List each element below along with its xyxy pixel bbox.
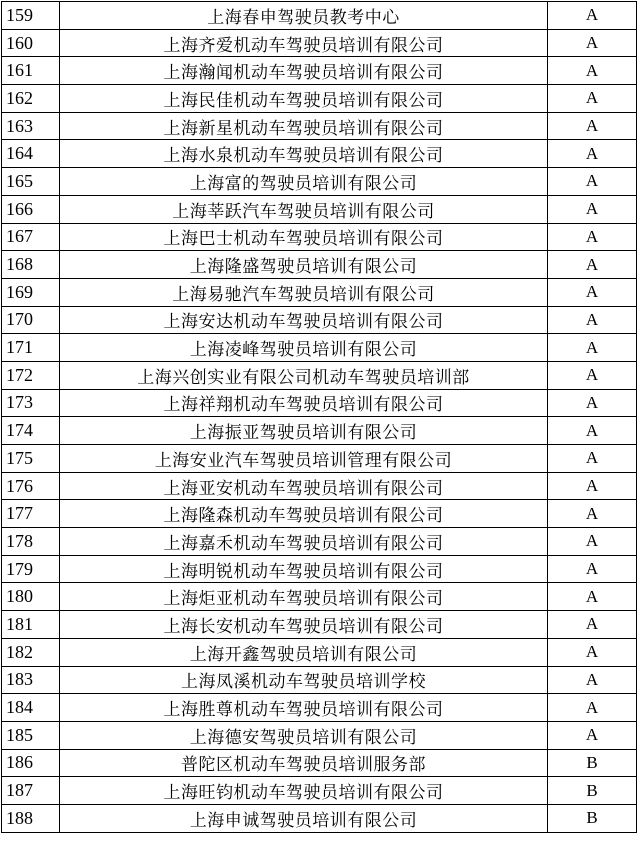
school-name-cell: 上海春申驾驶员教考中心 (60, 2, 548, 30)
row-number-cell: 167 (2, 223, 60, 251)
grade-cell: A (548, 583, 637, 611)
school-name-cell: 上海明锐机动车驾驶员培训有限公司 (60, 555, 548, 583)
school-name-cell: 上海胜尊机动车驾驶员培训有限公司 (60, 694, 548, 722)
grade-cell: A (548, 417, 637, 445)
school-name-cell: 上海振亚驾驶员培训有限公司 (60, 417, 548, 445)
row-number-cell: 184 (2, 694, 60, 722)
school-name-cell: 上海凌峰驾驶员培训有限公司 (60, 334, 548, 362)
table-row (2, 555, 637, 583)
grade-cell: A (548, 638, 637, 666)
row-number-cell: 187 (2, 777, 60, 805)
table-row (2, 777, 637, 805)
grade-cell: A (548, 85, 637, 113)
grade-cell: A (548, 251, 637, 279)
grade-cell: A (548, 472, 637, 500)
table-row (2, 638, 637, 666)
grade-cell: A (548, 361, 637, 389)
row-number-cell: 170 (2, 306, 60, 334)
grade-cell: A (548, 445, 637, 473)
grade-cell: A (548, 721, 637, 749)
row-number-cell: 188 (2, 804, 60, 832)
row-number-cell: 179 (2, 555, 60, 583)
table-row (2, 666, 637, 694)
table-row (2, 112, 637, 140)
school-name-cell: 上海德安驾驶员培训有限公司 (60, 721, 548, 749)
grade-cell: A (548, 29, 637, 57)
row-number-cell: 175 (2, 445, 60, 473)
grade-cell: A (548, 500, 637, 528)
school-name-cell: 上海旺钧机动车驾驶员培训有限公司 (60, 777, 548, 805)
table-row (2, 528, 637, 556)
school-name-cell: 上海易驰汽车驾驶员培训有限公司 (60, 278, 548, 306)
table-row (2, 2, 637, 30)
table-row (2, 749, 637, 777)
school-name-cell: 上海富的驾驶员培训有限公司 (60, 168, 548, 196)
table-row (2, 611, 637, 639)
driving-school-table (1, 1, 637, 833)
school-name-cell: 上海隆森机动车驾驶员培训有限公司 (60, 500, 548, 528)
school-name-cell: 上海巴士机动车驾驶员培训有限公司 (60, 223, 548, 251)
table-row (2, 29, 637, 57)
grade-cell: A (548, 389, 637, 417)
school-name-cell: 上海安达机动车驾驶员培训有限公司 (60, 306, 548, 334)
row-number-cell: 163 (2, 112, 60, 140)
table-row (2, 500, 637, 528)
table-row (2, 251, 637, 279)
table-row (2, 57, 637, 85)
row-number-cell: 174 (2, 417, 60, 445)
school-name-cell: 普陀区机动车驾驶员培训服务部 (60, 749, 548, 777)
grade-cell: A (548, 555, 637, 583)
row-number-cell: 176 (2, 472, 60, 500)
grade-cell: B (548, 777, 637, 805)
grade-cell: A (548, 223, 637, 251)
grade-cell: A (548, 2, 637, 30)
row-number-cell: 166 (2, 195, 60, 223)
school-name-cell: 上海水泉机动车驾驶员培训有限公司 (60, 140, 548, 168)
school-name-cell: 上海齐爱机动车驾驶员培训有限公司 (60, 29, 548, 57)
school-name-cell: 上海兴创实业有限公司机动车驾驶员培训部 (60, 361, 548, 389)
grade-cell: A (548, 278, 637, 306)
grade-cell: A (548, 334, 637, 362)
school-name-cell: 上海新星机动车驾驶员培训有限公司 (60, 112, 548, 140)
grade-cell: A (548, 195, 637, 223)
table-row (2, 417, 637, 445)
grade-cell: A (548, 140, 637, 168)
table-row (2, 223, 637, 251)
table-row (2, 140, 637, 168)
school-name-cell: 上海瀚闻机动车驾驶员培训有限公司 (60, 57, 548, 85)
grade-cell: A (548, 666, 637, 694)
school-name-cell: 上海莘跃汽车驾驶员培训有限公司 (60, 195, 548, 223)
grade-cell: A (548, 168, 637, 196)
row-number-cell: 172 (2, 361, 60, 389)
row-number-cell: 173 (2, 389, 60, 417)
table-row (2, 583, 637, 611)
table-row (2, 389, 637, 417)
table-row (2, 278, 637, 306)
table-row (2, 168, 637, 196)
row-number-cell: 161 (2, 57, 60, 85)
school-name-cell: 上海凤溪机动车驾驶员培训学校 (60, 666, 548, 694)
school-name-cell: 上海嘉禾机动车驾驶员培训有限公司 (60, 528, 548, 556)
row-number-cell: 159 (2, 2, 60, 30)
row-number-cell: 165 (2, 168, 60, 196)
row-number-cell: 185 (2, 721, 60, 749)
grade-cell: B (548, 749, 637, 777)
table-row (2, 721, 637, 749)
row-number-cell: 162 (2, 85, 60, 113)
row-number-cell: 178 (2, 528, 60, 556)
grade-cell: A (548, 306, 637, 334)
row-number-cell: 177 (2, 500, 60, 528)
row-number-cell: 181 (2, 611, 60, 639)
row-number-cell: 168 (2, 251, 60, 279)
row-number-cell: 169 (2, 278, 60, 306)
table-row (2, 445, 637, 473)
school-name-cell: 上海炬亚机动车驾驶员培训有限公司 (60, 583, 548, 611)
table-row (2, 85, 637, 113)
school-name-cell: 上海隆盛驾驶员培训有限公司 (60, 251, 548, 279)
row-number-cell: 186 (2, 749, 60, 777)
grade-cell: A (548, 694, 637, 722)
school-name-cell: 上海亚安机动车驾驶员培训有限公司 (60, 472, 548, 500)
row-number-cell: 183 (2, 666, 60, 694)
row-number-cell: 164 (2, 140, 60, 168)
table-row (2, 361, 637, 389)
grade-cell: A (548, 611, 637, 639)
grade-cell: A (548, 57, 637, 85)
table-row (2, 306, 637, 334)
school-name-cell: 上海安业汽车驾驶员培训管理有限公司 (60, 445, 548, 473)
grade-cell: B (548, 804, 637, 832)
grade-cell: A (548, 528, 637, 556)
table-row (2, 694, 637, 722)
school-name-cell: 上海民佳机动车驾驶员培训有限公司 (60, 85, 548, 113)
school-name-cell: 上海申诚驾驶员培训有限公司 (60, 804, 548, 832)
table-row (2, 472, 637, 500)
table-body (2, 2, 637, 833)
row-number-cell: 180 (2, 583, 60, 611)
grade-cell: A (548, 112, 637, 140)
school-name-cell: 上海长安机动车驾驶员培训有限公司 (60, 611, 548, 639)
table-row (2, 334, 637, 362)
table-row (2, 195, 637, 223)
row-number-cell: 160 (2, 29, 60, 57)
school-name-cell: 上海祥翔机动车驾驶员培训有限公司 (60, 389, 548, 417)
row-number-cell: 171 (2, 334, 60, 362)
school-name-cell: 上海开鑫驾驶员培训有限公司 (60, 638, 548, 666)
table-row (2, 804, 637, 832)
row-number-cell: 182 (2, 638, 60, 666)
